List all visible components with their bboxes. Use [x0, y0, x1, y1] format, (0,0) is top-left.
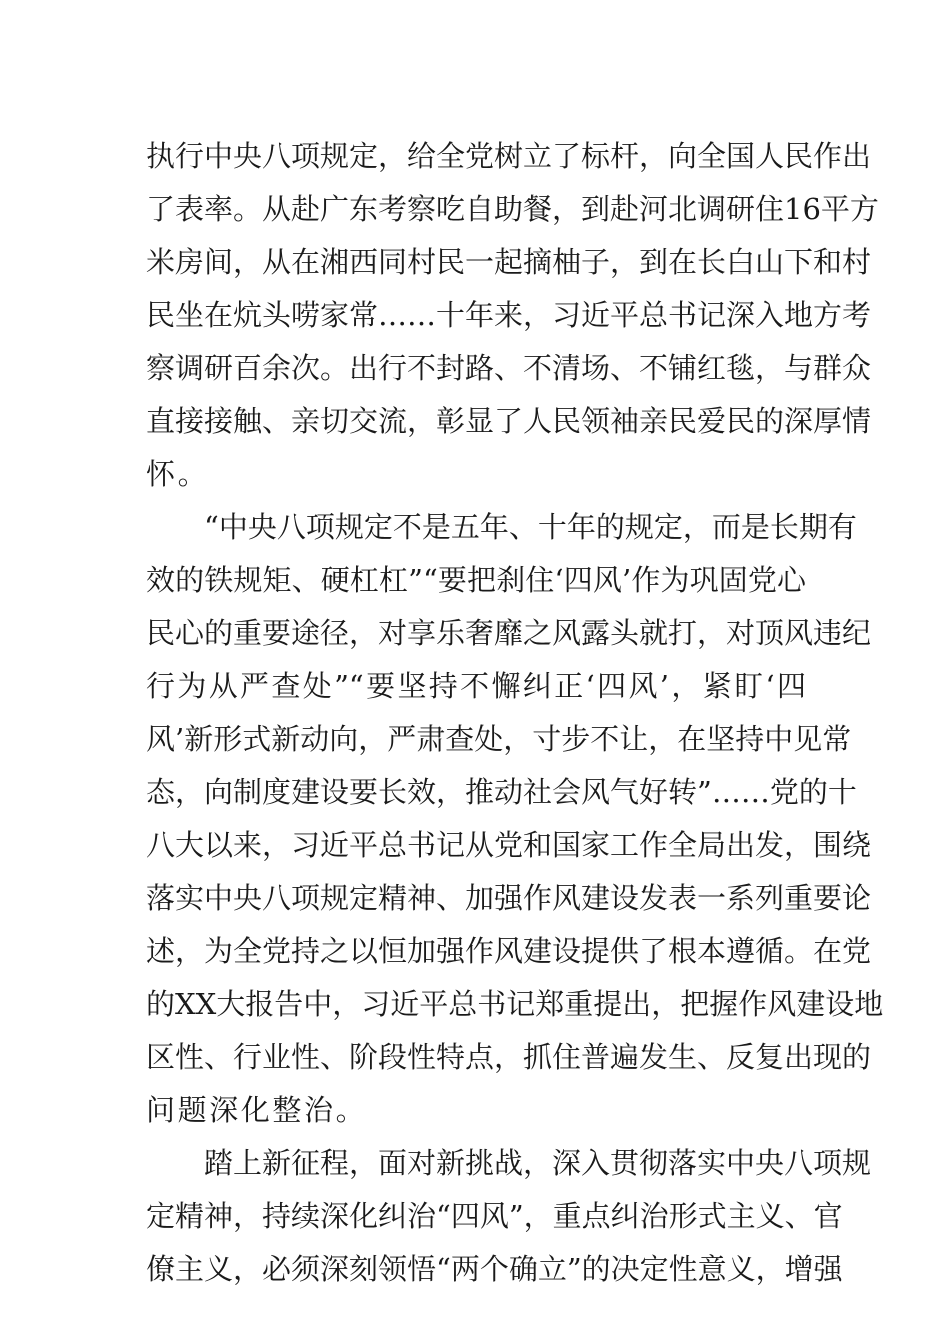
text-line: 八大以来，习近平总书记从党和国家工作全局出发，围绕: [146, 828, 872, 862]
text-line: 落实中央八项规定精神、加强作风建设发表一系列重要论: [146, 881, 872, 915]
paragraph-first-line: “中央八项规定不是五年、十年的规定，而是长期有: [204, 510, 857, 544]
text-line: 行为从严查处”“要坚持不懈纠正‘四风’，紧盯‘四: [146, 669, 806, 703]
text-line: 定精神，持续深化纠治“四风”，重点纠治形式主义、官: [146, 1199, 843, 1233]
text-line: 民心的重要途径，对享乐奢靡之风露头就打，对顶风违纪: [146, 616, 872, 650]
text-line: 区性、行业性、阶段性特点，抓住普遍发生、反复出现的: [146, 1040, 872, 1074]
text-line: 的XX大报告中，习近平总书记郑重提出，把握作风建设地: [146, 987, 884, 1021]
text-line: 直接接触、亲切交流，彰显了人民领袖亲民爱民的深厚情: [146, 404, 872, 438]
text-line: 察调研百余次。出行不封路、不清场、不铺红毯，与群众: [146, 351, 872, 385]
text-line: 执行中央八项规定，给全党树立了标杆，向全国人民作出: [146, 139, 872, 173]
text-line: 怀。: [146, 457, 210, 491]
text-line: 民坐在炕头唠家常……十年来，习近平总书记深入地方考: [146, 298, 872, 332]
text-line: 态，向制度建设要长效，推动社会风气好转”……党的十: [146, 775, 857, 809]
text-line: 了表率。从赴广东考察吃自助餐，到赴河北调研住16平方: [146, 192, 879, 226]
text-line: 述，为全党持之以恒加强作风建设提供了根本遵循。在党: [146, 934, 872, 968]
text-line: 效的铁规矩、硬杠杠”“要把刹住‘四风’作为巩固党心: [146, 563, 806, 597]
text-line: 风’新形式新动向，严肃查处，寸步不让，在坚持中见常: [146, 722, 852, 756]
text-line: 僚主义，必须深刻领悟“两个确立”的决定性意义，增强: [146, 1252, 843, 1286]
paragraph-first-line: 踏上新征程，面对新挑战，深入贯彻落实中央八项规: [204, 1146, 872, 1180]
text-line: 米房间，从在湘西同村民一起摘柚子，到在长白山下和村: [146, 245, 872, 279]
text-line: 问题深化整治。: [146, 1093, 368, 1127]
